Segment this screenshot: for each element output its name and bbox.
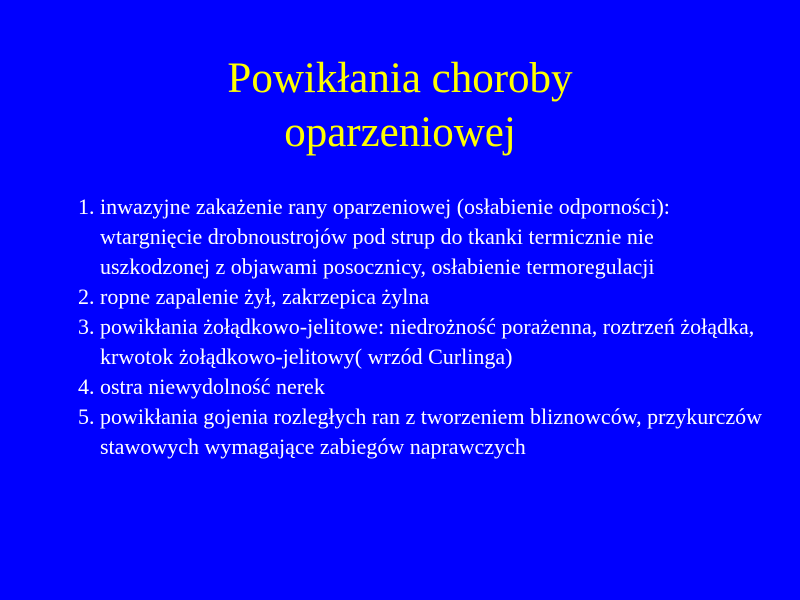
list-item-number: 5. (78, 404, 95, 429)
list-item (78, 312, 768, 372)
list-item (78, 402, 768, 462)
list-item-text: ropne zapalenie żył, zakrzepica żylna (100, 284, 430, 309)
list-item (78, 282, 768, 312)
complications-list (78, 192, 768, 462)
list-item-text: inwazyjne zakażenie rany oparzeniowej (osłabienie odporności): wtargnięcie drobnoustrojów pod strup do tkanki termicznie nie uszkodzonej z objawami posocznicy, osłabienie termoregulacji (100, 194, 670, 279)
list-item (78, 192, 768, 282)
list-item-number: 3. (78, 314, 95, 339)
slide-title-line-2: oparzeniowej (284, 109, 516, 156)
list-item (78, 372, 768, 402)
slide-title (0, 52, 800, 160)
list-item-text: powikłania żołądkowo-jelitowe: niedrożność porażenna, roztrzeń żołądka, krwotok żołądkowo-jelitowy( wrzód Curlinga) (100, 314, 755, 369)
list-item-text: ostra niewydolność nerek (100, 374, 325, 399)
list-item-number: 1. (78, 194, 95, 219)
list-item-text: powikłania gojenia rozległych ran z tworzeniem bliznowców, przykurczów stawowych wymagające zabiegów naprawczych (100, 404, 762, 459)
list-item-number: 2. (78, 284, 95, 309)
slide-title-line-1: Powikłania choroby (227, 55, 573, 102)
list-item-number: 4. (78, 374, 95, 399)
